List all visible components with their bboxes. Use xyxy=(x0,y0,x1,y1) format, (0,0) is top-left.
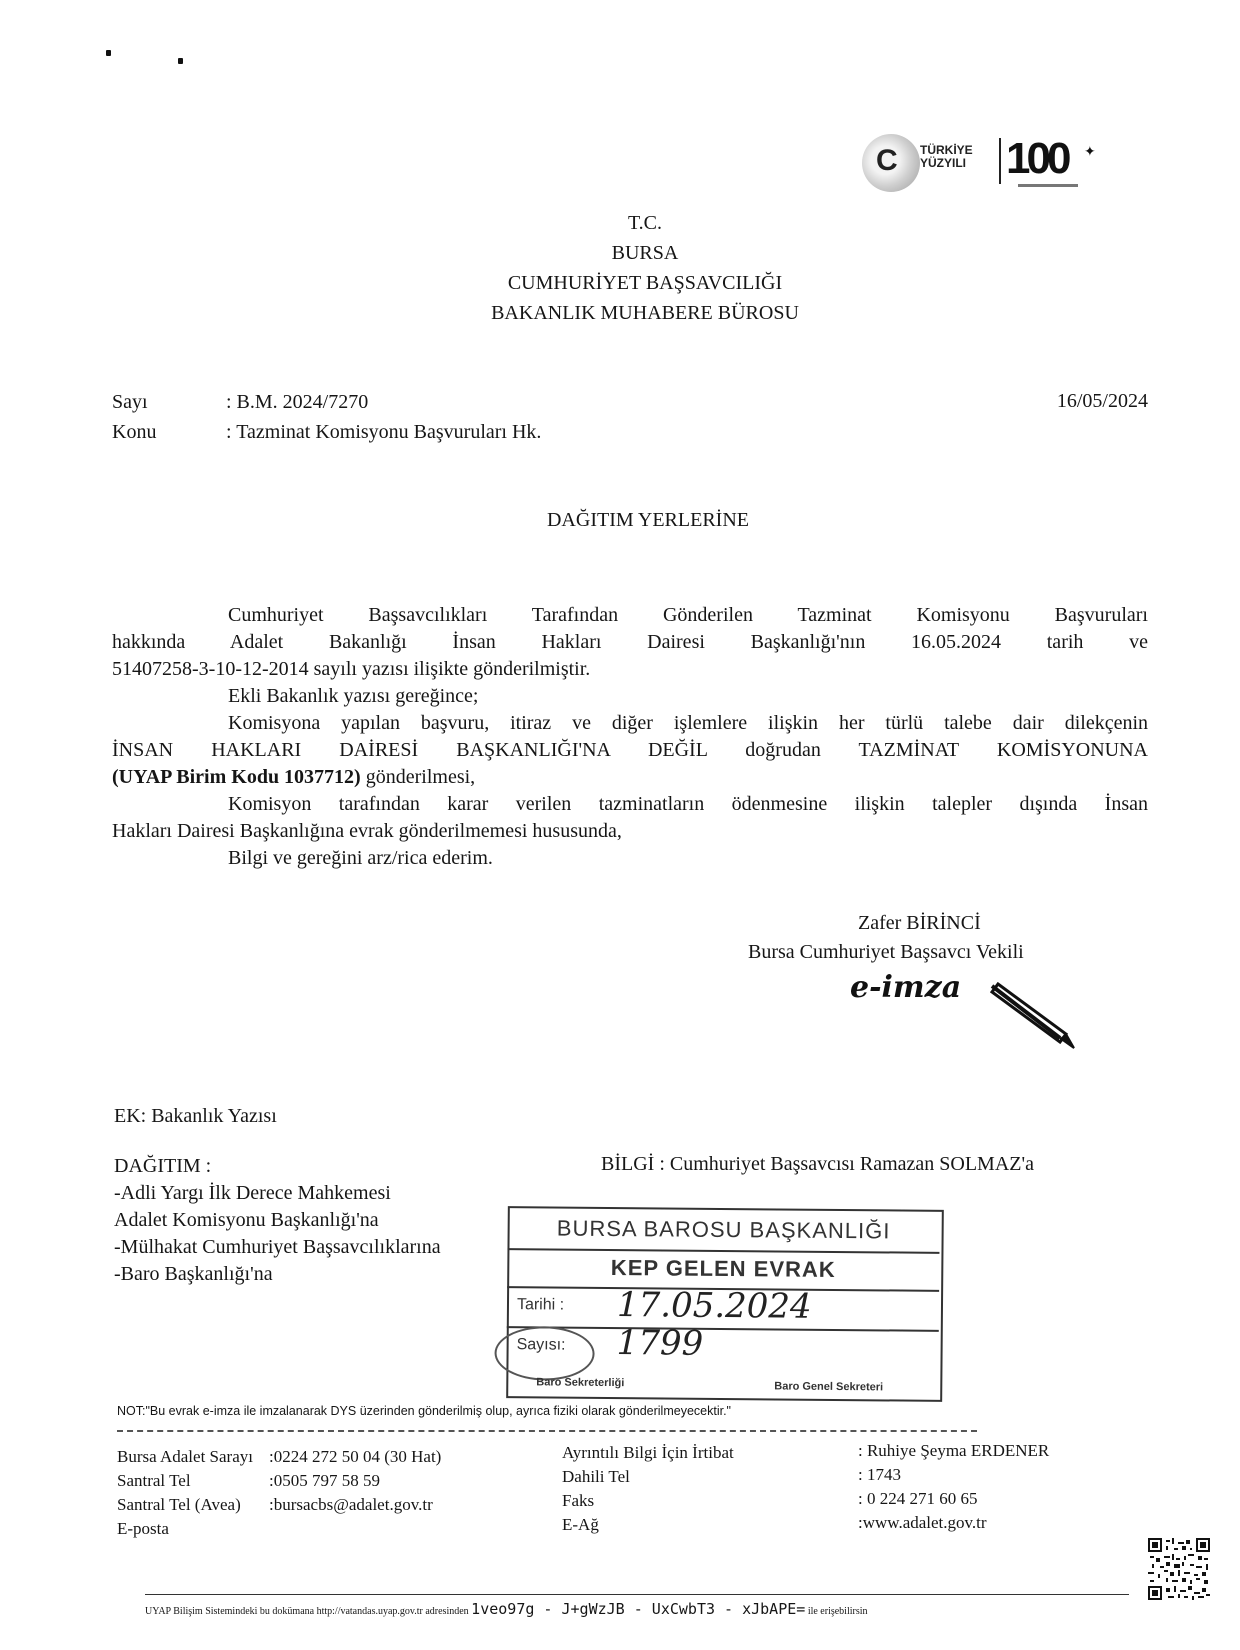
stamp-date-value: 17.05.2024 xyxy=(616,1285,812,1327)
received-document-stamp xyxy=(506,1206,944,1402)
footer-label: Bursa Adalet Sarayı xyxy=(117,1447,253,1466)
body-line: hakkında Adalet Bakanlığı İnsan Hakları Dairesi Başkanlığı'nın 16.05.2024 tarih ve xyxy=(112,631,1148,653)
footer-contact-values xyxy=(269,1445,441,1517)
stamp-number-value: 1799 xyxy=(616,1323,704,1364)
konu-label: Konu xyxy=(112,421,157,443)
body-line: Ekli Bakanlık yazısı gereğince; xyxy=(228,685,479,707)
body-line: İNSAN HAKLARI DAİRESİ BAŞKANLIĞI'NA DEĞİL doğrudan TAZMİNAT KOMİSYONUNA xyxy=(112,739,1148,761)
footer-label: Dahili Tel xyxy=(562,1467,630,1486)
scan-speck xyxy=(178,58,183,64)
signer-title: Bursa Cumhuriyet Başsavcı Vekili xyxy=(748,941,1024,963)
footer-contact-labels xyxy=(117,1445,253,1541)
footer-value: :0505 797 58 59 xyxy=(269,1471,380,1490)
uyap-unit-code: (UYAP Birim Kodu 1037712) xyxy=(112,766,361,788)
uyap-suffix: ile erişebilirsin xyxy=(807,1606,868,1617)
konu-value: : Tazminat Komisyonu Başvuruları Hk. xyxy=(226,421,542,443)
logo-wordmark: TÜRKİYE YÜZYILI xyxy=(920,143,973,170)
distribution-title: DAĞITIM YERLERİNE xyxy=(546,509,749,531)
scan-speck xyxy=(106,50,111,56)
qr-code xyxy=(1148,1538,1210,1600)
distribution-list xyxy=(114,1153,441,1288)
e-signature-mark: e-imza xyxy=(850,970,962,1005)
dashed-divider xyxy=(117,1430,977,1432)
esign-note: NOT:"Bu evrak e-imza ile imzalanarak DYS üzerinden gönderilmiş olup, ayrıca fiziki olarak gönderilmeyecektir." xyxy=(117,1404,731,1418)
body-line: Komisyona yapılan başvuru, itiraz ve diğer işlemlere ilişkin her türlü talebe dair dilekçenin xyxy=(228,712,1148,734)
heading-line: CUMHURİYET BAŞSAVCILIĞI xyxy=(507,272,783,294)
footer-label: Ayrıntılı Bilgi İçin İrtibat xyxy=(562,1443,734,1462)
pen-icon xyxy=(990,982,1080,1052)
letter-body xyxy=(112,602,1148,872)
logo-underline xyxy=(1018,184,1078,187)
footer-label: E-Ağ xyxy=(562,1515,599,1534)
footer-label: E-posta xyxy=(117,1519,169,1538)
footer-value: :bursacbs@adalet.gov.tr xyxy=(269,1495,433,1514)
stamp-subtitle: KEP GELEN EVRAK xyxy=(507,1248,939,1292)
stamp-date-label: Tarihi : xyxy=(516,1296,565,1314)
distribution-item: Adalet Komisyonu Başkanlığı'na xyxy=(114,1209,379,1231)
star-icon: ✦ xyxy=(1084,145,1096,160)
logo-100: 100 xyxy=(1006,134,1068,183)
body-line: 51407258-3-10-12-2014 sayılı yazısı ilişikte gönderilmiştir. xyxy=(112,658,591,680)
footer-value: : 0 224 271 60 65 xyxy=(858,1489,978,1508)
body-line: Cumhuriyet Başsavcılıkları Tarafından Gönderilen Tazminat Komisyonu Başvuruları xyxy=(228,604,1148,626)
uyap-verification-line xyxy=(145,1600,868,1618)
signer-name: Zafer BİRİNCİ xyxy=(858,912,981,934)
turkiye-yuzyili-logo xyxy=(858,128,1098,190)
footer-label: Faks xyxy=(562,1491,595,1510)
body-line: (UYAP Birim Kodu 1037712) gönderilmesi, xyxy=(112,766,476,788)
stamp-footer-left: Baro Sekreterliği xyxy=(536,1376,625,1390)
body-line: Hakları Dairesi Başkanlığına evrak gönderilmemesi hususunda, xyxy=(112,820,622,842)
footer-label: Santral Tel xyxy=(117,1471,191,1490)
sayi-label: Sayı xyxy=(112,391,148,413)
footer-value: : 1743 xyxy=(858,1465,901,1484)
footer-rule xyxy=(145,1594,1129,1595)
stamp-number-label: Sayısı: xyxy=(516,1336,566,1354)
uyap-prefix: UYAP Bilişim Sistemindeki bu dokümana http://vatandas.uyap.gov.tr adresinden xyxy=(145,1606,469,1617)
info-recipient: BİLGİ : Cumhuriyet Başsavcısı Ramazan SOLMAZ'a xyxy=(601,1153,1034,1175)
stamp-oval-mark xyxy=(494,1326,594,1381)
distribution-item: -Adli Yargı İlk Derece Mahkemesi xyxy=(114,1182,391,1204)
stamp-title: BURSA BAROSU BAŞKANLIĞI xyxy=(507,1206,939,1254)
distribution-heading: DAĞITIM : xyxy=(114,1155,212,1177)
distribution-item: -Mülhakat Cumhuriyet Başsavcılıklarına xyxy=(114,1236,441,1258)
footer-label: Santral Tel (Avea) xyxy=(117,1495,241,1514)
crescent-icon: C xyxy=(876,144,898,177)
distribution-item: -Baro Başkanlığı'na xyxy=(114,1263,273,1285)
footer-contact-right xyxy=(858,1439,1049,1535)
footer-value: :www.adalet.gov.tr xyxy=(858,1513,987,1532)
attachment-note: EK: Bakanlık Yazısı xyxy=(114,1105,277,1127)
footer-contact-mid xyxy=(562,1441,734,1537)
heading-line: BURSA xyxy=(611,242,679,264)
logo-separator xyxy=(999,138,1001,184)
sayi-value: : B.M. 2024/7270 xyxy=(226,391,369,413)
uyap-verification-code: 1veo97g - J+gWzJB - UxCwbT3 - xJbAPE= xyxy=(471,1600,806,1618)
body-line: Komisyon tarafından karar verilen tazminatların ödenmesine ilişkin talepler dışında İnsan xyxy=(228,793,1148,815)
stamp-date-row xyxy=(507,1286,939,1332)
document-date: 16/05/2024 xyxy=(1056,390,1148,412)
footer-value: :0224 272 50 04 (30 Hat) xyxy=(269,1447,442,1466)
heading-line: BAKANLIK MUHABERE BÜROSU xyxy=(491,302,799,324)
heading-line: T.C. xyxy=(627,212,663,234)
footer-value: : Ruhiye Şeyma ERDENER xyxy=(858,1441,1050,1460)
body-line: Bilgi ve gereğini arz/rica ederim. xyxy=(228,847,493,869)
document-heading xyxy=(0,208,1240,328)
stamp-footer-right: Baro Genel Sekreteri xyxy=(774,1380,884,1394)
